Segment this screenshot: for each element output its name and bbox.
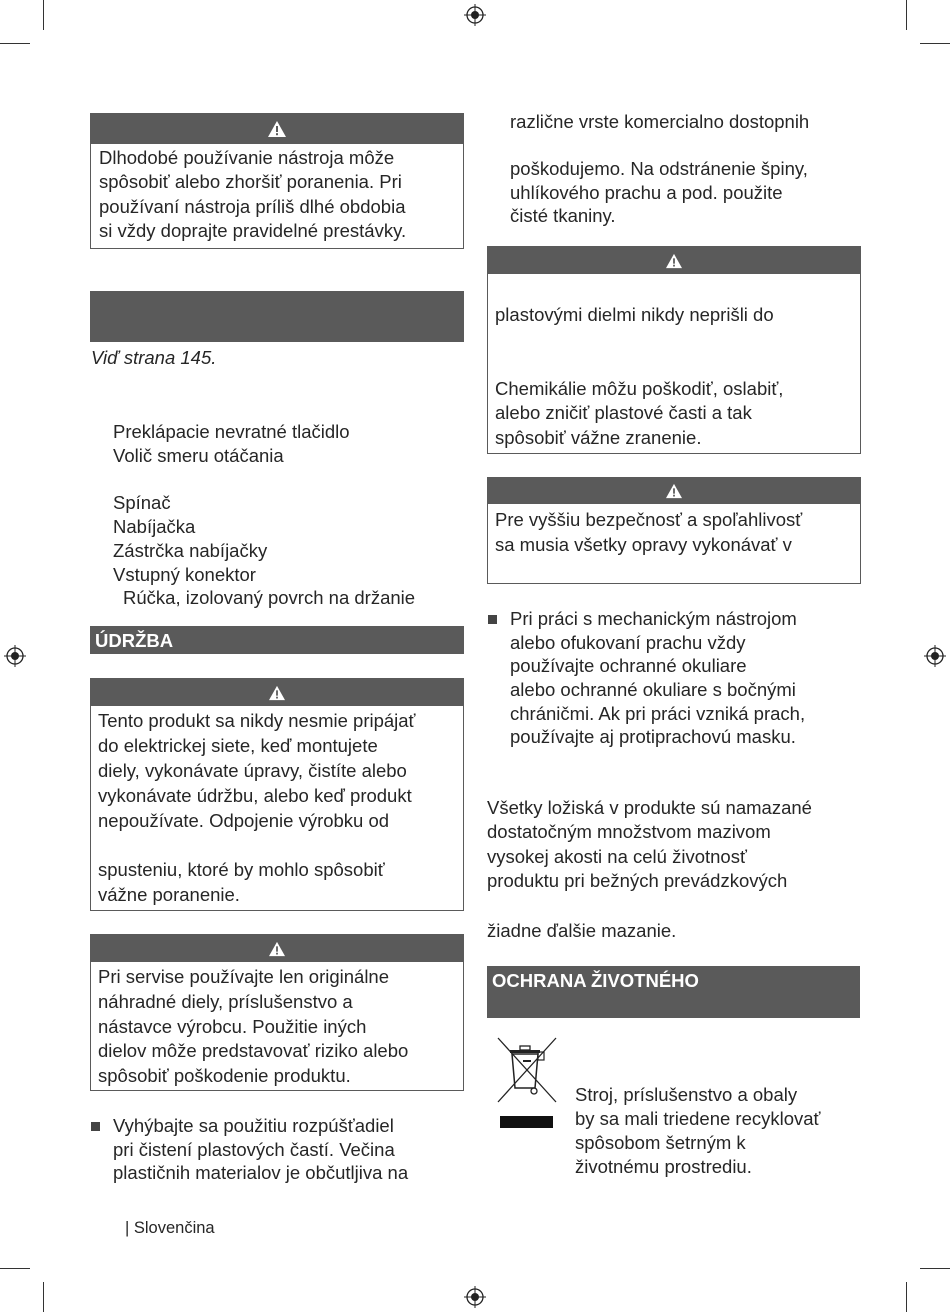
text-line: Pri servise používajte len originálne	[98, 966, 390, 987]
text-line: vykonávate údržbu, alebo keď produkt	[98, 785, 412, 806]
crop-mark	[920, 43, 950, 44]
text-line: by sa mali triedene recyklovať	[575, 1108, 821, 1129]
text-line: vážne poranenie.	[98, 884, 240, 905]
text-line: nepoužívate. Odpojenie výrobku od	[98, 810, 390, 831]
warning-box-prolonged-use	[90, 113, 464, 249]
warning-header	[488, 247, 860, 274]
text-line: čisté tkaniny.	[510, 205, 616, 226]
text-line: spusteniu, ktoré by mohlo spôsobiť	[98, 859, 385, 880]
environment-heading: OCHRANA ŽIVOTNÉHO	[487, 966, 860, 1018]
text-line: používajte ochranné okuliare	[510, 655, 747, 676]
component-item: Preklápacie nevratné tlačidlo	[113, 421, 350, 442]
crop-mark	[906, 1282, 907, 1312]
text-line: alebo ofukovaní prachu vždy	[510, 632, 746, 653]
text-line: alebo zničiť plastové časti a tak	[495, 402, 752, 423]
component-item: Nabíjačka	[113, 516, 196, 537]
crop-mark	[0, 1268, 30, 1269]
text-line: Vyhýbajte sa použitiu rozpúšťadiel	[113, 1115, 394, 1136]
text-line: životnému prostrediu.	[575, 1156, 752, 1177]
text-line: používaní nástroja príliš dlhé obdobia	[99, 195, 406, 217]
text-line: spôsobiť poškodenie produktu.	[98, 1065, 351, 1086]
text-line: poškodujemo. Na odstránenie špiny,	[510, 158, 808, 179]
text-line: uhlíkového prachu a pod. použite	[510, 182, 783, 203]
text-line: náhradné diely, príslušenstvo a	[98, 991, 353, 1012]
page-reference: Viď strana 145.	[91, 347, 217, 368]
registration-mark-icon	[4, 645, 26, 667]
crop-mark	[0, 43, 30, 44]
warning-triangle-icon	[665, 253, 683, 269]
text-line: različne vrste komercialno dostopnih	[510, 111, 810, 132]
text-line: dielov môže predstavovať riziko alebo	[98, 1040, 409, 1061]
component-item: Volič smeru otáčania	[113, 445, 284, 466]
bullet-marker	[488, 615, 497, 624]
crop-mark	[43, 1282, 44, 1312]
crop-mark	[906, 0, 907, 30]
text-line: Chemikálie môžu poškodiť, oslabiť,	[495, 378, 784, 399]
text-line: do elektrickej siete, keď montujete	[98, 735, 378, 756]
bullet-marker	[91, 1122, 100, 1131]
registration-mark-icon	[924, 645, 946, 667]
crop-mark	[43, 0, 44, 30]
text-line: Všetky ložiská v produkte sú namazané	[487, 797, 812, 818]
text-line: Dlhodobé používanie nástroja môže	[99, 147, 395, 168]
warning-header	[91, 679, 463, 706]
text-line: chráničmi. Ak pri práci vzniká prach,	[510, 703, 806, 724]
warning-triangle-icon	[268, 685, 286, 701]
text-line: vysokej akosti na celú životnosť	[487, 846, 747, 867]
warning-triangle-icon	[268, 941, 286, 957]
maintenance-heading: ÚDRŽBA	[90, 626, 464, 654]
text-line: pri čistení plastových častí. Večina	[113, 1139, 395, 1160]
text-line: používajte aj protiprachovú masku.	[510, 726, 796, 747]
component-item: Vstupný konektor	[113, 564, 256, 585]
registration-mark-icon	[464, 4, 486, 26]
warning-header	[91, 114, 463, 144]
text-line: si vždy doprajte pravidelné prestávky.	[99, 220, 407, 242]
section-heading-bar	[90, 291, 464, 342]
text-line: plastovými dielmi nikdy neprišli do	[495, 304, 774, 325]
component-item: Rúčka, izolovaný povrch na držanie	[123, 587, 416, 608]
text-line: dostatočným množstvom mazivom	[487, 821, 771, 842]
text-line: produktu pri bežných prevádzkových	[487, 870, 788, 891]
text-line: plastičnih materialov je občutljiva na	[113, 1162, 409, 1183]
crop-mark	[920, 1268, 950, 1269]
component-item: Spínač	[113, 492, 171, 513]
warning-triangle-icon	[665, 483, 683, 499]
text-line: spôsobiť vážne zranenie.	[495, 427, 702, 448]
warning-text	[91, 144, 463, 244]
warning-triangle-icon	[267, 120, 287, 138]
warning-header	[488, 478, 860, 504]
text-line: Stroj, príslušenstvo a obaly	[575, 1084, 798, 1105]
text-line: spôsobiť alebo zhoršiť poranenia. Pri	[99, 171, 402, 193]
crossed-out-wheelie-bin-icon	[494, 1036, 560, 1132]
text-line: diely, vykonávate úpravy, čistíte alebo	[98, 760, 407, 781]
text-line: Pri práci s mechanickým nástrojom	[510, 608, 797, 629]
text-line: alebo ochranné okuliare s bočnými	[510, 679, 796, 700]
text-line: sa musia všetky opravy vykonávať v	[495, 534, 792, 555]
text-line: nástavce výrobcu. Použitie iných	[98, 1016, 367, 1037]
warning-header	[91, 935, 463, 962]
component-item: Zástrčka nabíjačky	[113, 540, 268, 561]
text-line: žiadne ďalšie mazanie.	[487, 920, 677, 941]
registration-mark-icon	[464, 1286, 486, 1308]
text-line: spôsobom šetrným k	[575, 1132, 746, 1153]
footer-language: | Slovenčina	[125, 1219, 215, 1237]
text-line: Pre vyššiu bezpečnosť a spoľahlivosť	[495, 509, 803, 530]
text-line: Tento produkt sa nikdy nesmie pripájať	[98, 710, 416, 731]
